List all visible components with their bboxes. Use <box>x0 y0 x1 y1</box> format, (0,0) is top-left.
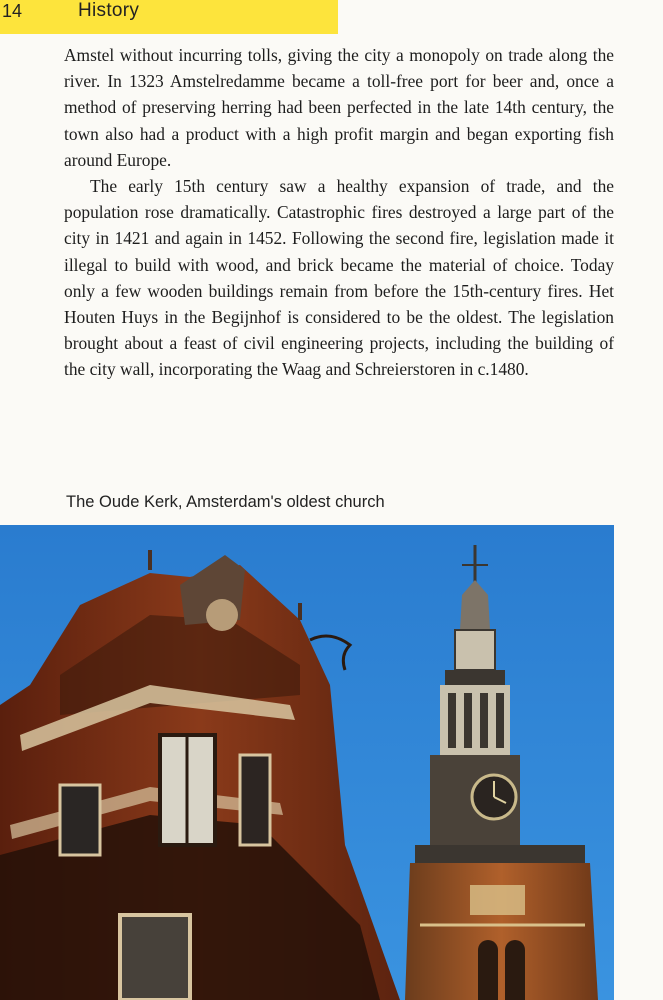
header-band <box>0 0 338 34</box>
page-number: 14 <box>2 1 23 21</box>
oude-kerk-illustration <box>0 525 614 1000</box>
paragraph-1: Amstel without incurring tolls, giving the city a monopoly on trade along the river. In 1323 Amstelredamme became a toll-free port for beer and, once a method of preserving herring had been perfected in the late 14th century, the town also had a product with a high profit margin and began exporting fish around Europe. <box>64 45 614 170</box>
paragraph-2: The early 15th century saw a healthy expansion of trade, and the population rose dramatically. Catastrophic fires destroyed a large part of the city in 1421 and again in 1452. Following the second fire, legislation made it illegal to build with wood, and brick became the material of choice. Today only a few wooden buildings remain from before the 15th-century fires. Het Houten Huys in the Begijnhof is considered to be the oldest. The legislation brought about a feast of civil engineering projects, including the building of the city wall, incorporating the Waag and Schreierstoren in c.1480. <box>64 176 614 380</box>
oude-kerk-photo <box>0 525 614 1000</box>
section-title: History <box>78 0 140 21</box>
page-margin <box>614 525 663 1000</box>
body-text <box>64 42 614 383</box>
photo-caption: The Oude Kerk, Amsterdam's oldest church <box>66 493 385 511</box>
